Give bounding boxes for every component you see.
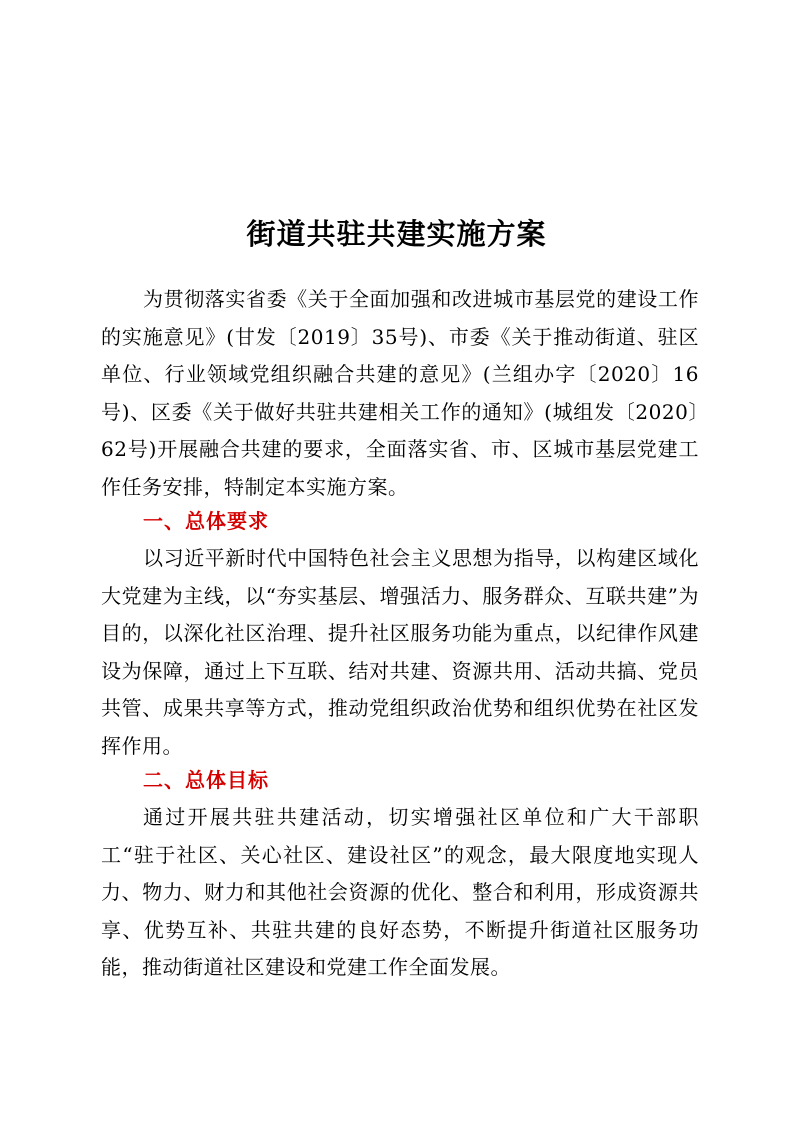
section-heading-general-requirements: 一、总体要求 [143, 509, 269, 533]
document-title: 街道共驻共建实施方案 [246, 217, 547, 251]
section-paragraph-general-requirements: 以习近平新时代中国特色社会主义思想为指导，以构建区域化大党建为主线，以“夯实基层、增强活力、服务群众、互联共建”为目的，以深化社区治理、提升社区服务功能为重点，以纪律作风建设为保障，通过上下互联、结对共建、资源共用、活动共搞、党员共管、成果共享等方式，推动党组织政治优势和组织优势在社区发挥作用。 [101, 546, 699, 758]
section-paragraph-overall-goals: 通过开展共驻共建活动，切实增强社区单位和广大干部职工“驻于社区、关心社区、建设社区”的观念，最大限度地实现人力、物力、财力和其他社会资源的优化、整合和利用，形成资源共享、优势互补、共驻共建的良好态势，不断提升街道社区服务功能，推动街道社区建设和党建工作全面发展。 [101, 805, 699, 979]
section-heading-overall-goals: 二、总体目标 [143, 768, 269, 792]
intro-paragraph: 为贯彻落实省委《关于全面加强和改进城市基层党的建设工作的实施意见》(甘发〔2019〕35号)、市委《关于推动街道、驻区单位、行业领域党组织融合共建的意见》(兰组办字〔2020〕16号)、区委《关于做好共驻共建相关工作的通知》(城组发〔2020〕62号)开展融合共建的要求，全面落实省、市、区城市基层党建工作任务安排，特制定本实施方案。 [101, 287, 699, 499]
